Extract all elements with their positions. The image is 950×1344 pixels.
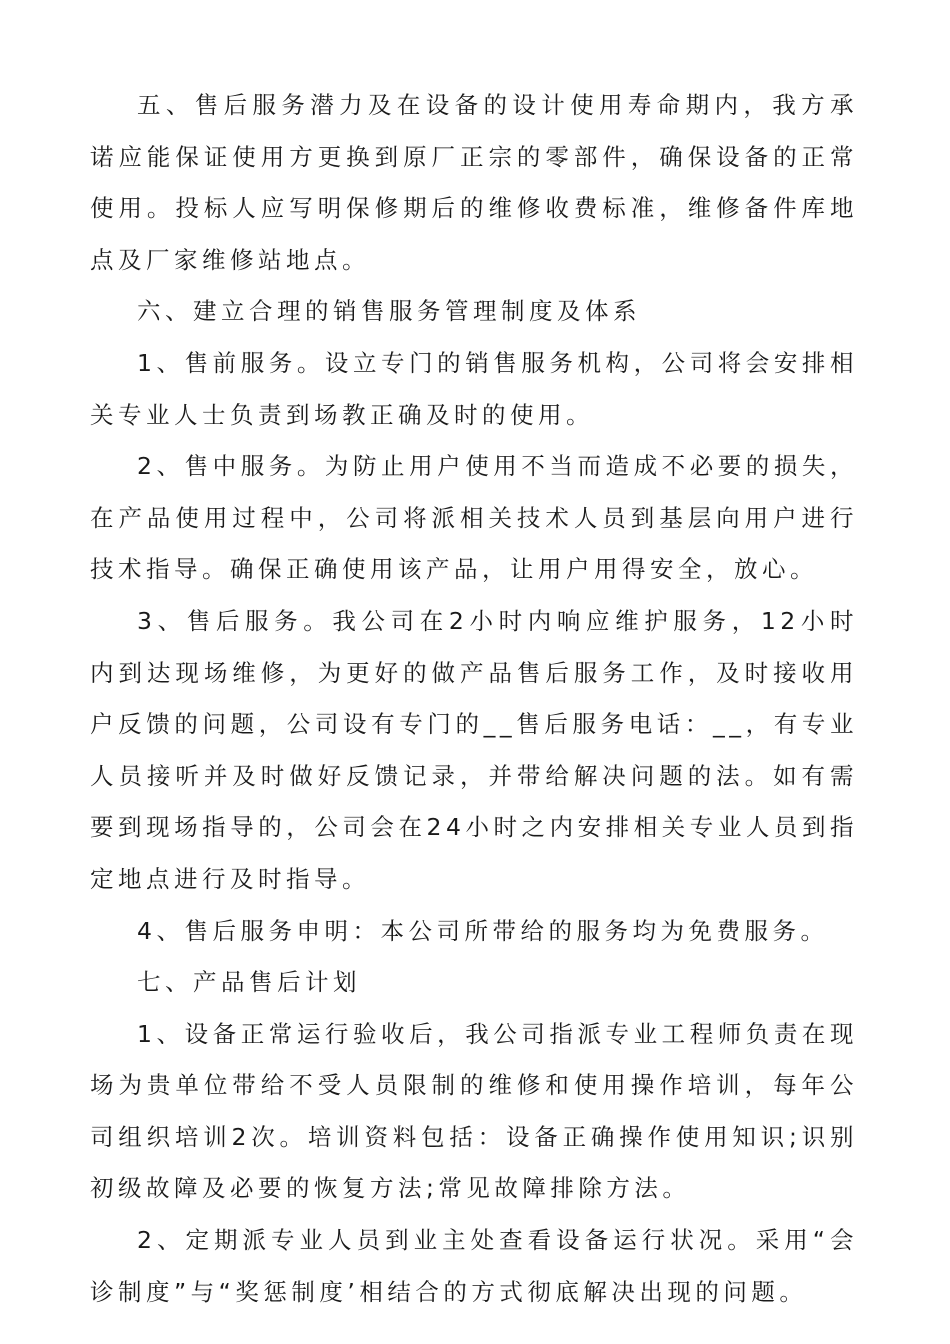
heading-after-sales-plan: 七、产品售后计划 xyxy=(137,968,361,997)
document-body xyxy=(90,80,858,1318)
paragraph-in-sales-service: 2、售中服务。为防止用户使用不当而造成不必要的损失，在产品使用过程中，公司将派相关技术人员到基层向用户进行技术指导。确保正确使用该产品，让用户用得安全，放心。 xyxy=(90,452,858,584)
paragraph-after-sales-service: 3、售后服务。我公司在2小时内响应维护服务，12小时内到达现场维修，为更好的做产品售后服务工作，及时接收用户反馈的问题，公司设有专门的__售后服务电话：__，有专业人员接听并及时做好反馈记录，并带给解决问题的法。如有需要到现场指导的，公司会在24小时之内安排相关专业人员到指定地点进行及时指导。 xyxy=(90,606,858,893)
paragraph-after-sales-capability: 五、售后服务潜力及在设备的设计使用寿命期内，我方承诺应能保证使用方更换到原厂正宗的零部件，确保设备的正常使用。投标人应写明保修期后的维修收费标准，维修备件库地点及厂家维修站地点。 xyxy=(90,91,858,274)
paragraph-pre-sales-service: 1、售前服务。设立专门的销售服务机构，公司将会安排相关专业人士负责到场教正确及时的使用。 xyxy=(90,348,858,429)
paragraph-service-statement: 4、售后服务申明：本公司所带给的服务均为免费服务。 xyxy=(137,916,829,945)
heading-sales-service-system: 六、建立合理的销售服务管理制度及体系 xyxy=(137,297,641,326)
paragraph-training-plan: 1、设备正常运行验收后，我公司指派专业工程师负责在现场为贵单位带给不受人员限制的维修和使用操作培训，每年公司组织培训2次。培训资料包括：设备正确操作使用知识;识别初级故障及必要的恢复方法;常见故障排除方法。 xyxy=(90,1019,858,1203)
paragraph-inspection-plan: 2、定期派专业人员到业主处查看设备运行状况。采用“会诊制度”与“奖惩制度’相结合的方式彻底解决出现的问题。 xyxy=(90,1226,858,1306)
